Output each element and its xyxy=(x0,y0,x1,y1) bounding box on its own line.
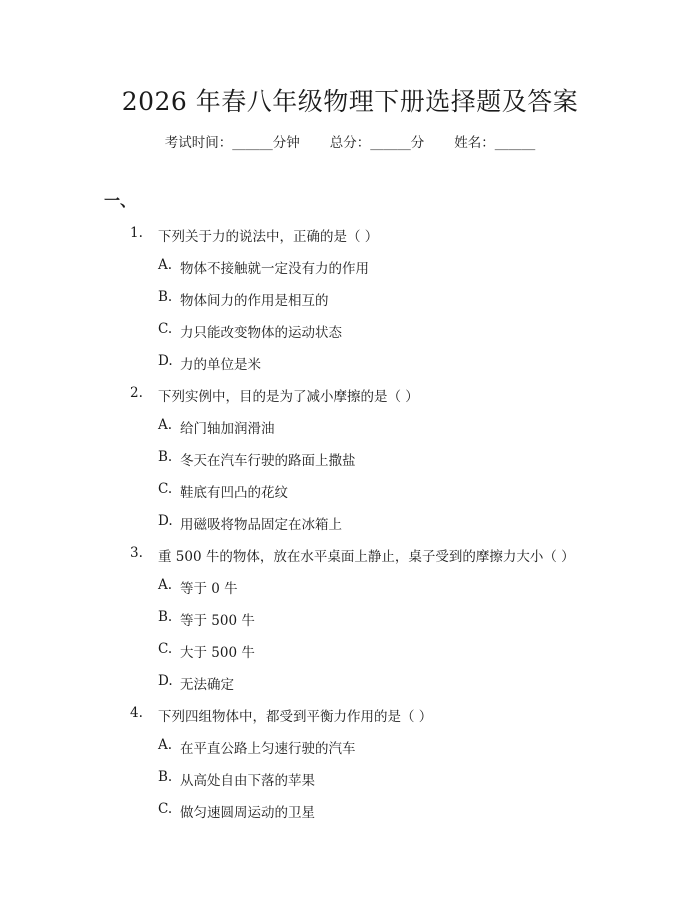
option-letter: B. xyxy=(158,769,173,785)
answer-option xyxy=(0,481,700,513)
option-text: 冬天在汽车行驶的路面上撒盐 xyxy=(180,453,356,469)
question-text: 下列实例中，目的是为了减小摩擦的是（ ） xyxy=(158,389,419,405)
total-score-field: 总分：______分 xyxy=(329,135,425,151)
answer-option xyxy=(0,257,700,289)
option-letter: D. xyxy=(158,673,173,689)
question-item xyxy=(0,705,700,833)
option-letter: A. xyxy=(158,737,173,753)
question-stem xyxy=(0,545,700,577)
question-number: 1. xyxy=(130,225,143,241)
answer-option xyxy=(0,353,700,385)
answer-option xyxy=(0,513,700,545)
option-letter: C. xyxy=(158,641,173,657)
answer-option xyxy=(0,769,700,801)
answer-option xyxy=(0,417,700,449)
option-text: 鞋底有凹凸的花纹 xyxy=(180,485,288,501)
answer-option xyxy=(0,737,700,769)
section-heading: 一、 xyxy=(104,191,137,210)
answer-option xyxy=(0,641,700,673)
option-text: 力的单位是米 xyxy=(180,357,261,373)
option-text: 物体间力的作用是相互的 xyxy=(180,293,329,309)
option-letter: A. xyxy=(158,417,173,433)
option-list xyxy=(0,577,700,705)
question-list xyxy=(0,225,700,833)
question-stem xyxy=(0,705,700,737)
question-number: 3. xyxy=(130,545,143,561)
document-title: 2026 年春八年级物理下册选择题及答案 xyxy=(121,87,579,116)
answer-option xyxy=(0,449,700,481)
option-text: 等于 0 牛 xyxy=(180,581,238,597)
option-letter: D. xyxy=(158,513,173,529)
question-text: 下列关于力的说法中，正确的是（ ） xyxy=(158,229,379,245)
option-text: 无法确定 xyxy=(180,677,234,693)
option-text: 等于 500 牛 xyxy=(180,613,255,629)
answer-option xyxy=(0,289,700,321)
question-item xyxy=(0,225,700,385)
answer-option xyxy=(0,577,700,609)
answer-option xyxy=(0,609,700,641)
option-text: 从高处自由下落的苹果 xyxy=(180,773,315,789)
question-text: 重 500 牛的物体，放在水平桌面上静止，桌子受到的摩擦力大小（ ） xyxy=(158,549,575,565)
option-text: 用磁吸将物品固定在冰箱上 xyxy=(180,517,342,533)
answer-option xyxy=(0,321,700,353)
exam-time-field: 考试时间：______分钟 xyxy=(164,135,300,151)
question-number: 4. xyxy=(130,705,143,721)
question-stem xyxy=(0,225,700,257)
question-text: 下列四组物体中，都受到平衡力作用的是（ ） xyxy=(158,709,433,725)
question-number: 2. xyxy=(130,385,143,401)
option-letter: C. xyxy=(158,801,173,817)
name-field: 姓名：______ xyxy=(454,135,536,151)
question-stem xyxy=(0,385,700,417)
option-text: 大于 500 牛 xyxy=(180,645,255,661)
option-text: 在平直公路上匀速行驶的汽车 xyxy=(180,741,356,757)
exam-info-line xyxy=(0,131,700,151)
option-text: 给门轴加润滑油 xyxy=(180,421,275,437)
option-letter: B. xyxy=(158,289,173,305)
option-letter: D. xyxy=(158,353,173,369)
answer-option xyxy=(0,801,700,833)
question-item xyxy=(0,385,700,545)
question-item xyxy=(0,545,700,705)
option-letter: A. xyxy=(158,577,173,593)
option-letter: B. xyxy=(158,449,173,465)
option-list xyxy=(0,257,700,385)
option-list xyxy=(0,417,700,545)
option-text: 做匀速圆周运动的卫星 xyxy=(180,805,315,821)
option-letter: C. xyxy=(158,481,173,497)
answer-option xyxy=(0,673,700,705)
option-text: 物体不接触就一定没有力的作用 xyxy=(180,261,369,277)
option-letter: A. xyxy=(158,257,173,273)
option-letter: C. xyxy=(158,321,173,337)
option-letter: B. xyxy=(158,609,173,625)
option-list xyxy=(0,737,700,833)
option-text: 力只能改变物体的运动状态 xyxy=(180,325,342,341)
